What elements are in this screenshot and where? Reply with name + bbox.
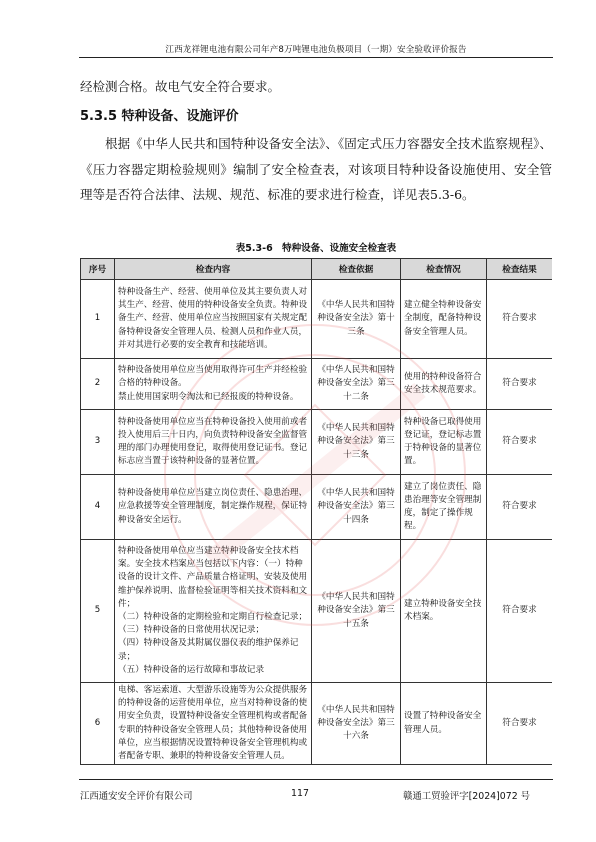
row-situation: 特种设备已取得使用登记证，登记标志置于特种设备的显著位置。	[401, 410, 487, 475]
row-situation: 设置了特种设备安全管理人员。	[401, 683, 487, 765]
row-basis: 《中华人民共和国特种设备安全法》第三十五条	[312, 540, 401, 683]
row-result: 符合要求	[487, 359, 553, 410]
row-situation: 建立特种设备安全技术档案。	[401, 540, 487, 683]
row-content: 特种设备使用单位应当建立特种设备安全技术档案。安全技术档案应当包括以下内容：（一）特种设备的设计文件、产品质量合格证明、安装及使用维护保养说明、监督检验证明等相关技术资料和文件； （二）特种设备的定期检验和定期自行检查记录； （三）特种设备的日常使用状况记录； （四）特种设备及其附属仪器仪表的维护保养记录； （五）特种设备的运行故障和事故记录	[115, 540, 312, 683]
row-basis: 《中华人民共和国特种设备安全法》第三十六条	[312, 683, 401, 765]
row-situation: 建立健全特种设备安全制度，配备特种设备安全管理人员。	[401, 280, 487, 359]
table-viewport	[80, 258, 552, 778]
row-situation: 使用的特种设备符合安全技术规范要求。	[401, 359, 487, 410]
row-basis: 《中华人民共和国特种设备安全法》第三十二条	[312, 359, 401, 410]
row-content: 特种设备使用单位应当使用取得许可生产并经检验合格的特种设备。 禁止使用国家明令淘汰和已经报废的特种设备。	[115, 359, 312, 410]
table-row	[81, 359, 553, 410]
row-basis: 《中华人民共和国特种设备安全法》第三十四条	[312, 475, 401, 540]
footer-company: 江西通安安全评价有限公司	[80, 791, 193, 802]
report-number: 赣通工贸验评字[2024]072 号	[403, 791, 531, 802]
row-basis: 《中华人民共和国特种设备安全法》第十三条	[312, 280, 401, 359]
row-number: 4	[81, 475, 115, 540]
table-row	[81, 280, 553, 359]
header-basis: 检查依据	[312, 259, 401, 280]
table-row	[81, 683, 553, 765]
body-line: 经检测合格。故电气安全符合要求。	[80, 79, 281, 94]
body-paragraph: 根据《中华人民共和国特种设备安全法》、《固定式压力容器安全技术监察规程》、《压力容器定期检验规则》编制了安全检查表，对该项目特种设备设施使用、安全管理等是否符合法律、法规、规范、标准的要求进行检查，详见表5.3-6。	[80, 136, 552, 202]
header-content: 检查内容	[115, 259, 312, 280]
section-heading: 5.3.5 特种设备、设施评价	[80, 109, 239, 124]
row-number: 6	[81, 683, 115, 765]
row-result: 符合要求	[487, 540, 553, 683]
header-result: 检查结果	[487, 259, 553, 280]
header-situation: 检查情况	[401, 259, 487, 280]
table-row	[81, 540, 553, 683]
row-content: 特种设备生产、经营、使用单位及其主要负责人对其生产、经营、使用的特种设备安全负责。特种设备生产、经营、使用单位应当按照国家有关规定配备特种设备安全管理人员、检测人员和作业人员，并对其进行必要的安全教育和技能培训。	[115, 280, 312, 359]
row-result: 符合要求	[487, 410, 553, 475]
table-row	[81, 475, 553, 540]
inspection-table	[80, 258, 552, 765]
table-title: 表5.3-6 特种设备、设施安全检查表	[235, 243, 397, 254]
footer-divider	[79, 779, 553, 780]
row-result: 符合要求	[487, 280, 553, 359]
page-number: 117	[291, 788, 309, 799]
row-number: 3	[81, 410, 115, 475]
row-number: 2	[81, 359, 115, 410]
row-number: 5	[81, 540, 115, 683]
row-result: 符合要求	[487, 683, 553, 765]
row-basis: 《中华人民共和国特种设备安全法》第三十三条	[312, 410, 401, 475]
table-row	[81, 410, 553, 475]
row-number: 1	[81, 280, 115, 359]
header-divider	[79, 57, 553, 58]
row-situation: 建立了岗位责任、隐患治理等安全管理制度，制定了操作规程。	[401, 475, 487, 540]
page-header: 江西龙祥锂电池有限公司年产8万吨锂电池负极项目（一期）安全验收评价报告	[165, 45, 467, 55]
table-header-row	[81, 259, 553, 280]
row-result: 符合要求	[487, 475, 553, 540]
header-no: 序号	[81, 259, 115, 280]
row-content: 电梯、客运索道、大型游乐设施等为公众提供服务的特种设备的运营使用单位，应当对特种设备的使用安全负责，设置特种设备安全管理机构或者配备专职的特种设备安全管理人员；其他特种设备使用单位，应当根据情况设置特种设备安全管理机构或者配备专职、兼职的特种设备安全管理人员。	[115, 683, 312, 765]
row-content: 特种设备使用单位应当建立岗位责任、隐患治理、应急救援等安全管理制度，制定操作规程，保证特种设备安全运行。	[115, 475, 312, 540]
row-content: 特种设备使用单位应当在特种设备投入使用前或者投入使用后三十日内，向负责特种设备安全监督管理的部门办理使用登记，取得使用登记证书。登记标志应当置于该特种设备的显著位置。	[115, 410, 312, 475]
